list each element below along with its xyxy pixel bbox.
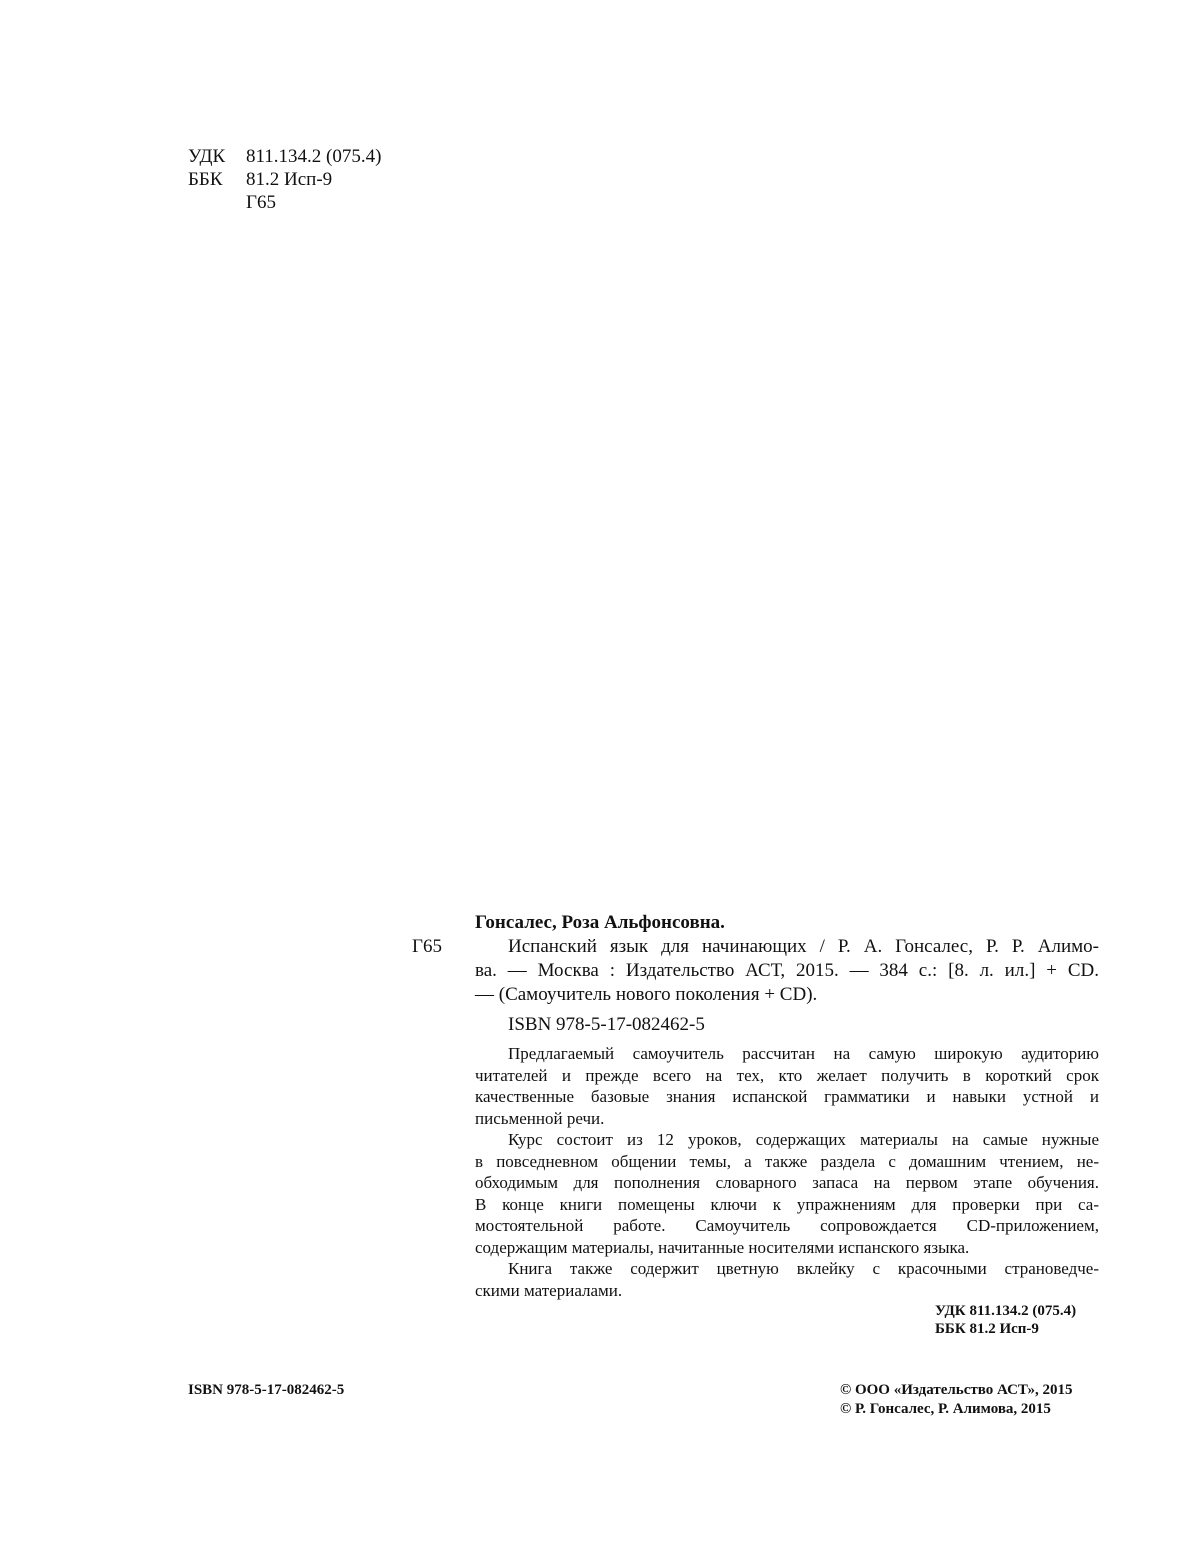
annotation-line: письменной речи. <box>475 1108 605 1128</box>
description-line: — (Самоучитель нового поколения + CD). <box>475 984 818 1005</box>
annotation-line: мостоятельной работе. Самоучитель сопровождается CD-приложением, <box>475 1216 1099 1235</box>
annotation-line: качественные базовые знания испанской грамматики и навыки устной и <box>475 1087 1099 1106</box>
author-heading: Гонсалес, Роза Альфонсовна. <box>475 912 725 933</box>
description-line: ва. — Москва : Издательство АСТ, 2015. — 384 с.: [8. л. ил.] + CD. <box>475 960 1099 981</box>
udk-label: УДК <box>188 146 226 167</box>
author-mark-top: Г65 <box>246 192 276 213</box>
copyright-publisher: © ООО «Издательство АСТ», 2015 <box>840 1382 1073 1398</box>
annotation-paragraph-1 <box>475 1043 1099 1129</box>
annotation-paragraph-2 <box>475 1129 1099 1258</box>
bbk-label: ББК <box>188 169 223 190</box>
index-bbk: ББК 81.2 Исп-9 <box>935 1321 1039 1337</box>
annotation-line: скими материалами. <box>475 1280 623 1300</box>
bibliographic-description <box>475 935 1099 1007</box>
copyright-authors: © Р. Гонсалес, Р. Алимова, 2015 <box>840 1401 1051 1417</box>
description-line: Испанский язык для начинающих / Р. А. Гонсалес, Р. Р. Алимо- <box>508 936 1099 957</box>
annotation-line: в повседневном общении темы, а также раздела с домашним чтением, не- <box>475 1151 1099 1171</box>
annotation-paragraph-3 <box>475 1258 1099 1301</box>
index-udk: УДК 811.134.2 (075.4) <box>935 1303 1077 1319</box>
bbk-value: 81.2 Исп-9 <box>246 169 333 190</box>
annotation-line: Курс состоит из 12 уроков, содержащих материалы на самые нужные <box>508 1130 1099 1149</box>
udk-value: 811.134.2 (075.4) <box>246 146 382 167</box>
author-mark-record: Г65 <box>412 936 442 957</box>
annotation-line: содержащим материалы, начитанные носителями испанского языка. <box>475 1237 970 1257</box>
footer-isbn: ISBN 978-5-17-082462-5 <box>188 1382 345 1398</box>
annotation-line: Предлагаемый самоучитель рассчитан на самую широкую аудиторию <box>508 1044 1099 1063</box>
author-mark-row <box>188 190 276 216</box>
annotation-line: В конце книги помещены ключи к упражнениям для проверки при са- <box>475 1194 1099 1214</box>
record-isbn: ISBN 978-5-17-082462-5 <box>508 1014 705 1035</box>
annotation-line: Книга также содержит цветную вклейку с красочными страноведче- <box>508 1259 1099 1278</box>
annotation-line: обходимым для пополнения словарного запаса на первом этапе обучения. <box>475 1173 1099 1192</box>
annotation-line: читателей и прежде всего на тех, кто желает получить в короткий срок <box>475 1065 1099 1085</box>
